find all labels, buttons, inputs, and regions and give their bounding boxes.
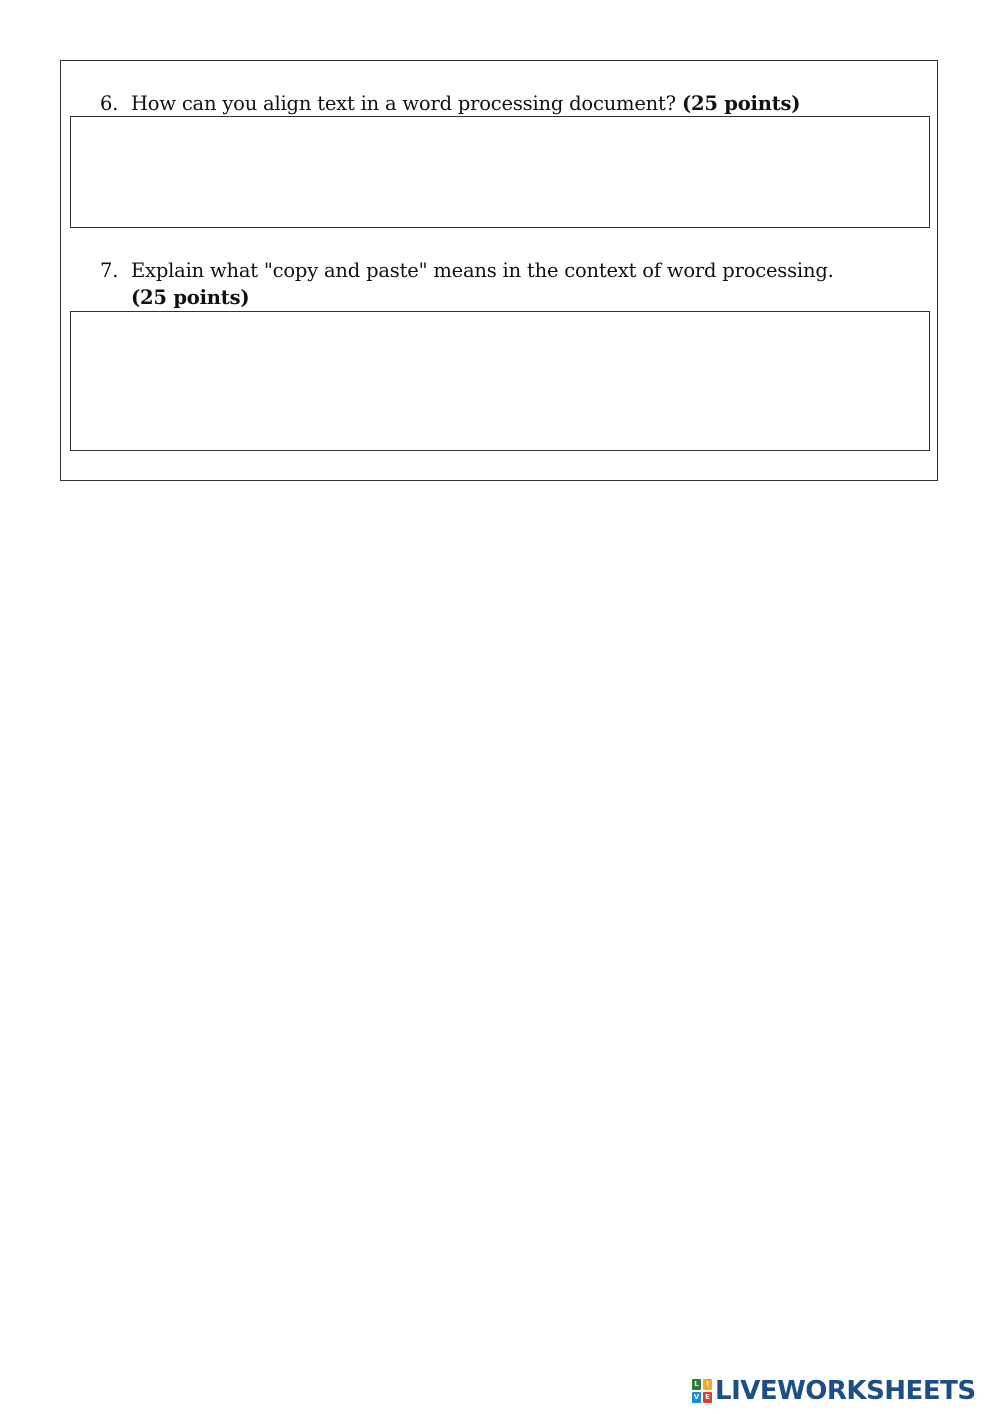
question-7-answer-field[interactable] bbox=[70, 311, 930, 451]
question-6-number: 6. bbox=[100, 92, 119, 115]
question-6-points: (25 points) bbox=[681, 92, 801, 115]
liveworksheets-logo-icon bbox=[692, 1379, 712, 1403]
question-6 bbox=[100, 90, 800, 117]
question-7-number: 7. bbox=[100, 259, 119, 282]
question-7-points: (25 points) bbox=[131, 286, 250, 309]
logo-tile-e: E bbox=[703, 1392, 712, 1403]
question-7 bbox=[100, 257, 834, 311]
question-6-answer-field[interactable] bbox=[70, 116, 930, 228]
logo-tile-l: L bbox=[692, 1379, 701, 1390]
liveworksheets-logo-text: LIVEWORKSHEETS bbox=[715, 1376, 976, 1406]
question-7-text: Explain what "copy and paste" means in the context of word processing. bbox=[131, 259, 834, 282]
logo-tile-i: I bbox=[703, 1379, 712, 1390]
liveworksheets-logo bbox=[692, 1375, 976, 1407]
logo-tile-v: V bbox=[693, 1393, 700, 1401]
question-6-text: How can you align text in a word processing document? bbox=[131, 92, 682, 115]
